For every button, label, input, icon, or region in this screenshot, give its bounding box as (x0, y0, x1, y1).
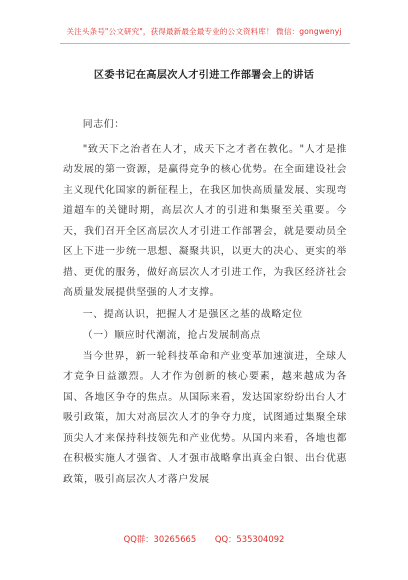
document-body (63, 115, 347, 490)
body-paragraph: 当今世界，新一轮科技革命和产业变革加速演进，全球人才竞争日益激烈。人才作为创新的核心要素，越来越成为各国、各地区争夺的焦点。从国际来看，发达国家纷纷出台人才吸引政策，加大对高层次人才的争夺力度，试图通过集聚全球顶尖人才来保持科技领先和产业优势。从国内来看，各地也都在积极实施人才强省、人才强市战略拿出真金白银、出台优惠政策，吸引高层次人才落户发展 (63, 350, 347, 485)
document-title: 区委书记在高层次人才引进工作部署会上的讲话 (93, 70, 315, 81)
footer-qq: QQ：535304092 (214, 534, 285, 544)
header-divider (60, 43, 350, 44)
section-subheading: （一）顺应时代潮流，抢占发展制高点 (82, 330, 261, 341)
salutation: 同志们： (82, 119, 125, 130)
footer-contact (0, 533, 408, 545)
section-heading: 一、提高认识，把握人才是强区之基的战略定位 (82, 308, 303, 320)
body-paragraph: "致天下之治者在人才，成天下之才者在教化。"人才是推动发展的第一资源，是赢得竞争的核心优势。在全面建设社会主义现代化国家的新征程上，在我区加快高质量发展、实现弯道超车的关键时期，高层次人才的引进和集聚至关重要。今天，我们召开全区高层次人才引进工作部署会，就是要动员全区上下进一步统一思想、凝聚共识，以更大的决心、更实的举措、更优的服务，做好高层次人才引进工作，为我区经济社会高质量发展提供坚强的人才支撑。 (63, 143, 347, 298)
footer-qq-group: QQ群：30265665 (123, 534, 197, 544)
header-note: 关注头条号"公文研究"，获得最新最全最专业的公文资料库！ 微信：gongwenyj (66, 27, 342, 36)
